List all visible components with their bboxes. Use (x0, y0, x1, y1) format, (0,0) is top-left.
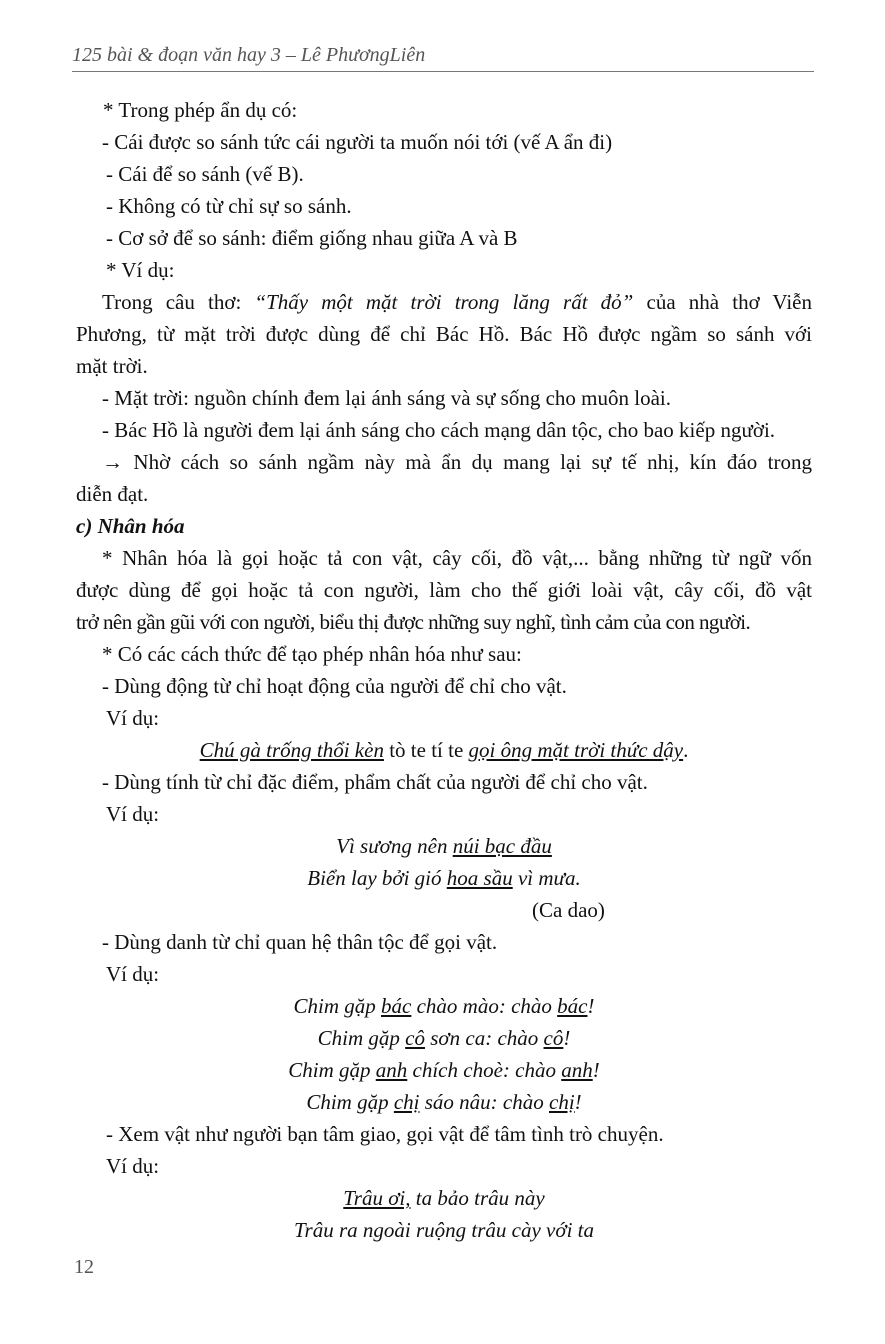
paragraph-line: mặt trời. (76, 354, 148, 378)
paragraph-line: được dùng để gọi hoặc tả con người, làm cho thế giới loài vật, cây cối, đồ vật (76, 578, 812, 602)
text-line: - Cơ sở để so sánh: điểm giống nhau giữa A và B (106, 226, 518, 250)
example-label: Ví dụ: (106, 802, 160, 826)
page-number: 12 (74, 1256, 94, 1278)
text-line: - Không có từ chỉ sự so sánh. (106, 194, 352, 218)
text-line: - Cái để so sánh (vế B). (106, 162, 304, 186)
example-label: Ví dụ: (106, 962, 160, 986)
poem-source: (Ca dao) (532, 898, 605, 922)
poem-line: Vì sương nên núi bạc đầu (336, 834, 552, 858)
paragraph-line: diễn đạt. (76, 482, 149, 506)
text-line: - Cái được so sánh tức cái người ta muốn nói tới (vế A ẩn đi) (102, 130, 613, 154)
page-body (76, 94, 812, 1246)
text-line: * Ví dụ: (106, 258, 175, 282)
paragraph-line: trở nên gần gũi với con người, biểu thị được những suy nghĩ, tình cảm của con người. (76, 610, 751, 634)
poem-line: Chim gặp cô sơn ca: chào cô! (317, 1026, 571, 1050)
paragraph-line: Trong câu thơ: “Thấy một mặt trời trong lăng rất đỏ” của nhà thơ Viễn (102, 290, 812, 314)
example-label: Ví dụ: (106, 706, 160, 730)
poem-line: Chim gặp bác chào mào: chào bác! (293, 994, 595, 1018)
example-label: Ví dụ: (106, 1154, 160, 1178)
paragraph-line: → Nhờ cách so sánh ngầm này mà ẩn dụ mang lại sự tế nhị, kín đáo trong (102, 450, 812, 474)
poem-line: Chim gặp chị sáo nâu: chào chị! (306, 1090, 582, 1114)
text-line: - Dùng tính từ chỉ đặc điểm, phẩm chất của người để chỉ cho vật. (102, 770, 648, 794)
poem-line: Trâu ra ngoài ruộng trâu cày với ta (294, 1218, 594, 1242)
text-line: - Mặt trời: nguồn chính đem lại ánh sáng và sự sống cho muôn loài. (102, 386, 671, 410)
poem-quote: “Thấy một mặt trời trong lăng rất đỏ” (254, 290, 634, 314)
paragraph-line: Phương, từ mặt trời được dùng để chỉ Bác Hồ. Bác Hồ được ngầm so sánh với (76, 322, 812, 346)
text-line: * Có các cách thức để tạo phép nhân hóa như sau: (102, 642, 522, 666)
poem-line: Chim gặp anh chích choè: chào anh! (288, 1058, 600, 1082)
text-line: - Dùng động từ chỉ hoạt động của người để chỉ cho vật. (102, 674, 567, 698)
running-header: 125 bài & đoạn văn hay 3 – Lê PhươngLiên (72, 44, 814, 72)
text-line: - Xem vật như người bạn tâm giao, gọi vật để tâm tình trò chuyện. (106, 1122, 664, 1146)
text-line: - Dùng danh từ chỉ quan hệ thân tộc để gọi vật. (102, 930, 498, 954)
arrow-icon: → (102, 450, 123, 474)
text-line: * Trong phép ẩn dụ có: (103, 98, 298, 122)
paragraph-line: * Nhân hóa là gọi hoặc tả con vật, cây cối, đồ vật,... bằng những từ ngữ vốn (102, 546, 812, 570)
text-line: - Bác Hồ là người đem lại ánh sáng cho cách mạng dân tộc, cho bao kiếp người. (102, 418, 776, 442)
example-sentence: Chú gà trống thổi kèn tò te tí te gọi ông mặt trời thức dậy. (199, 738, 689, 762)
section-heading: c) Nhân hóa (76, 514, 185, 538)
poem-line: Biển lay bởi gió hoa sầu vì mưa. (307, 866, 581, 890)
poem-line: Trâu ơi, ta bảo trâu này (343, 1186, 545, 1210)
